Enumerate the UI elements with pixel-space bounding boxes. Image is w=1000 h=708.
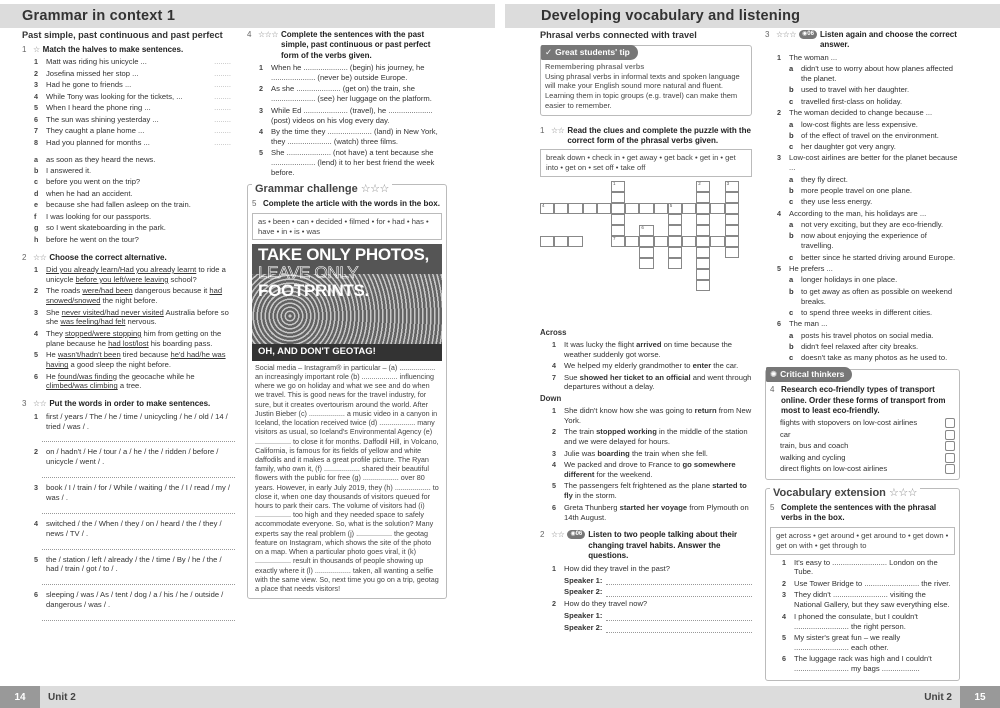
answer-option[interactable]: a didn't use to worry about how planes affected the planet. (789, 64, 954, 84)
star-icon: ☆☆ (33, 399, 47, 409)
answer-option[interactable]: a posts his travel photos on social media. (789, 330, 934, 340)
crossword-cell[interactable] (611, 214, 625, 225)
left-footer (0, 686, 500, 708)
alternative-choice[interactable]: he'd had/he was having (46, 350, 226, 370)
list-item: 4 By the time they ..................... (land) in New York, they ..................... (watch) three films. (259, 127, 438, 146)
star-icon: ☆☆ (33, 252, 47, 262)
word-box: as • been • can • decided • filmed • for • had • has • have • in • is • was (252, 213, 442, 241)
speaker-line: Speaker 1: (540, 576, 752, 586)
crossword-cell[interactable]: 7 (611, 236, 625, 247)
transport-option: car (770, 430, 955, 440)
clue-item: 4 We packed and drove to France to go somewhere different for the weekend. (552, 460, 736, 479)
answer-blank[interactable]: ........ (214, 137, 231, 147)
sentence-text: nervous. (125, 317, 157, 327)
star-icon: ☆ (33, 44, 40, 54)
critical-options (770, 418, 955, 474)
alternative-choice[interactable]: stopped/were stopping (65, 328, 142, 338)
vocab-ex-title: 5 Complete the sentences with the phrasal verbs in the box. (770, 503, 937, 523)
list-item: 5 My sister's great fun – we really .......................... each other. (782, 632, 901, 652)
order-checkbox[interactable] (945, 453, 955, 463)
check-icon: ✓ (545, 46, 553, 57)
list-item: 3 Had he gone to friends ... ........ (22, 80, 235, 90)
question-item: 5 He prefers ... (777, 263, 833, 273)
answer-option[interactable]: b to get away as often as possible on weekend breaks. (789, 286, 953, 306)
alternative-choice[interactable]: was feeling/had felt (60, 317, 126, 327)
list-item: 2 The roads were/had been dangerous because it had snowed/snowed the night before. (34, 286, 223, 306)
vocab-word-box: get across • get around • get around to • get down • get on with • get through to (770, 527, 955, 555)
list-item: 1 It's easy to .......................... London on the Tube. (782, 557, 938, 577)
ex1-answers (22, 155, 235, 245)
crossword-cell[interactable] (639, 247, 653, 258)
crossword-cell[interactable] (668, 258, 682, 269)
phrasal-title: Phrasal verbs connected with travel (540, 30, 697, 40)
answer-blank[interactable]: ........ (214, 80, 231, 90)
sentence-text: They (46, 328, 65, 338)
down-clues (540, 406, 752, 522)
crossword-cell[interactable] (710, 203, 724, 214)
left-header (0, 4, 495, 28)
crossword-cell[interactable] (696, 214, 710, 225)
rex1-title: 1 ☆☆ Read the clues and complete the puzzle with the correct form of the phrasal verbs given. (540, 125, 751, 146)
speaker-line: Speaker 2: (540, 587, 752, 597)
list-item: 5 When I heard the phone ring ... ........ (22, 103, 235, 113)
sentence-text: a tree. (117, 381, 142, 391)
crossword-cell[interactable] (696, 225, 710, 236)
ex1-items (22, 57, 235, 147)
star-icon: ☆☆☆ (776, 30, 797, 39)
list-item: 4 While Tony was looking for the tickets, ... ........ (22, 92, 235, 102)
crossword-grid (540, 181, 752, 326)
section-title: Past simple, past continuous and past perfect (22, 30, 223, 40)
sentence-text: a good sleep the night before. (68, 360, 171, 370)
list-item: 2 Use Tower Bridge to .......................... the river. (782, 578, 951, 588)
crossword-cell[interactable] (611, 203, 625, 214)
star-icon: ☆☆ (551, 125, 565, 135)
across-clues (540, 340, 752, 392)
answer-option[interactable]: b used to travel with her daughter. (789, 85, 910, 95)
q-item: 1 How did they travel in the past? (552, 563, 670, 573)
order-checkbox[interactable] (945, 464, 955, 474)
answer-option[interactable]: c travelled first-class on holiday. (789, 96, 903, 106)
crossword-cell[interactable]: 5 (668, 203, 682, 214)
left-col-2 (247, 30, 447, 599)
answer-option[interactable]: b didn't feel relaxed after city breaks. (789, 341, 919, 351)
sentence-text: She (46, 307, 62, 317)
list-item: 1 When he ..................... (begin) his journey, he ..................... (never be) outside Europe. (259, 63, 425, 83)
list-item: 8 Had you planned for months ... ........ (22, 138, 235, 148)
question-item: 6 The man ... (777, 319, 828, 329)
sentence-text: his boarding pass. (148, 338, 213, 348)
transport-option: direct flights on low-cost airlines (770, 464, 955, 474)
across-title: Across (540, 328, 567, 338)
list-item: e because she had fallen asleep on the train. (34, 200, 191, 210)
clue-item: 4 We helped my elderly grandmother to enter the car. (552, 361, 739, 371)
transport-option: flights with stopovers on low-cost airlines (770, 418, 955, 428)
question-item: 1 The woman ... (777, 52, 838, 62)
crossword-cell[interactable] (696, 236, 710, 247)
star-icon: ☆☆☆ (258, 30, 279, 39)
question-item: 3 Low-cost airlines are better for the planet because ... (777, 153, 958, 173)
answer-option[interactable]: b more people travel on one plane. (789, 186, 913, 196)
crossword-cell[interactable] (568, 203, 582, 214)
critical-tag: ✺ Critical thinkers (766, 367, 852, 382)
down-title: Down (540, 394, 562, 404)
transport-option: walking and cycling (770, 453, 955, 463)
ex4-title: 4 ☆☆☆ Complete the sentences with the past simple, past continuous or past perfect form of the verbs given. (247, 30, 431, 60)
page-number: 14 (0, 686, 40, 708)
crossword-cell[interactable] (611, 192, 625, 203)
clue-item: 5 The passengers felt frightened as the plane started to fly in the storm. (552, 481, 747, 501)
answer-option[interactable]: b of the effect of travel on the environment. (789, 130, 939, 140)
crossword-cell[interactable] (554, 236, 568, 247)
ex5-title: 5 Complete the article with the words in the box. (252, 199, 440, 209)
sentence-text: He (46, 350, 58, 360)
ex3-items (22, 412, 235, 621)
question-item: 2 The woman decided to change because ... (777, 108, 933, 118)
sentence-text: school? (168, 274, 197, 284)
answer-option[interactable]: c to spend three weeks in different cities. (789, 307, 933, 317)
crossword-cell[interactable] (682, 236, 696, 247)
answer-blank[interactable]: ........ (214, 68, 231, 78)
vocab-items (770, 558, 955, 674)
answer-option[interactable]: c they use less energy. (789, 197, 873, 207)
page-number: 15 (960, 686, 1000, 708)
answer-option[interactable]: c doesn't take as many photos as he used to. (789, 353, 948, 363)
alternative-choice[interactable]: had lost/lost (108, 338, 149, 348)
answer-blank[interactable]: ........ (214, 57, 231, 67)
answer-blank[interactable]: ........ (214, 91, 231, 101)
alternative-choice[interactable]: never visited/had never visited (61, 307, 164, 317)
grammar-challenge-title: Grammar challenge ☆☆☆ (252, 182, 392, 196)
ex1-title: 1 ☆ Match the halves to make sentences. (22, 44, 184, 54)
crossword-cell[interactable] (611, 225, 625, 236)
unit-label: Unit 2 (924, 691, 952, 703)
list-item: 5 the / station / left / already / the / time / By / he / the / had / train / got / to / . (34, 554, 222, 574)
grammar-challenge-box (247, 184, 447, 599)
list-item: 6 The luggage rack was high and I couldn't .......................... my bags .................. (782, 654, 932, 674)
sentence-text: dangerous because it (132, 286, 210, 296)
list-item: 4 I phoned the consulate, but I couldn't .......................... the right person. (782, 611, 918, 631)
crossword-cell[interactable] (710, 236, 724, 247)
right-page (500, 0, 1000, 708)
transport-option: train, bus and coach (770, 441, 955, 451)
poster-image (252, 244, 442, 344)
vocab-title: Vocabulary extension ☆☆☆ (770, 486, 920, 500)
list-item: 1 first / years / The / he / time / unicycling / he / old / 14 / tried / was / . (34, 411, 228, 431)
crossword-cell[interactable] (696, 203, 710, 214)
alternative-choice[interactable]: found/was finding (57, 371, 117, 381)
sentence-text: Australia before so she (46, 307, 229, 327)
speaker-line: Speaker 1: (540, 611, 752, 621)
crossword-cell[interactable] (654, 203, 668, 214)
critical-title: 4 Research eco-friendly types of transport online. Order these forms of transport from most to least eco-friendly. (770, 385, 946, 415)
answer-field[interactable] (606, 587, 752, 597)
crossword-cell[interactable] (696, 280, 710, 291)
crossword-cell[interactable] (696, 192, 710, 203)
right-footer (500, 686, 1000, 708)
alternative-choice[interactable]: Did you already learn/Had you already learnt (46, 264, 197, 274)
list-item: a as soon as they heard the news. (34, 154, 156, 164)
crossword-cell[interactable] (696, 247, 710, 258)
tip-box (540, 45, 752, 116)
answer-line[interactable] (42, 433, 235, 442)
crossword-cell[interactable] (668, 247, 682, 258)
list-item: 3 While Ed ..................... (travel), he ..................... (post) videos on his vlog every day. (259, 105, 433, 125)
answer-blank[interactable]: ........ (214, 114, 231, 124)
crossword-cell[interactable]: 6 (639, 225, 653, 236)
list-item: 2 Josefina missed her stop ... ........ (22, 69, 235, 79)
alternative-choice[interactable]: climbed/was climbing (46, 381, 118, 391)
audio-icon[interactable]: ◉ 06 (799, 30, 817, 39)
list-item: 2 As she ..................... (get on) the train, she ..................... (see) her luggage on the platform. (259, 84, 432, 104)
ex3-title: 3 ☆☆ Put the words in order to make sentences. (22, 399, 211, 409)
crossword-cell[interactable] (725, 225, 739, 236)
critical-box (765, 369, 960, 480)
answer-option[interactable]: a low-cost flights are less expensive. (789, 119, 918, 129)
clue-item: 1 She didn't know how she was going to return from New York. (552, 406, 752, 425)
speaker-line: Speaker 2: (540, 623, 752, 633)
clue-item: 6 Greta Thunberg started her voyage from Plymouth on 14th August. (552, 502, 749, 522)
crossword-cell[interactable] (568, 236, 582, 247)
list-item: 7 They caught a plane home ... ........ (22, 126, 235, 136)
right-col-1 (540, 30, 752, 635)
answer-option[interactable]: c her daughter got very angry. (789, 142, 896, 151)
list-item: 5 He wasn't/hadn't been tired because he'd had/he was having a good sleep the night before. (34, 350, 226, 370)
alternative-choice[interactable]: before you left/were leaving (75, 274, 169, 284)
crossword-cell[interactable] (725, 236, 739, 247)
crossword-cell[interactable] (668, 225, 682, 236)
crossword-cell[interactable] (597, 203, 611, 214)
answer-blank[interactable]: ........ (214, 126, 231, 136)
list-item: 1 Did you already learn/Had you already learnt to ride a unicycle before you left/were leaving school? (34, 264, 226, 284)
list-item: c before you went on the trip? (34, 177, 141, 187)
list-item: 2 on / hadn't / He / tour / a / he / the / ridden / before / unicycle / went / . (34, 447, 219, 467)
star-icon: ☆☆☆ (888, 486, 918, 499)
crossword-cell[interactable] (682, 203, 696, 214)
tip-tag: ✓ Great students' tip (541, 45, 638, 60)
sentence-text: The roads (46, 286, 83, 296)
crossword-cell[interactable] (668, 214, 682, 225)
ex2-items (22, 265, 235, 391)
answer-option[interactable]: a not very exciting, but they are eco-friendly. (789, 220, 944, 230)
crossword-cell[interactable]: 3 (725, 181, 739, 192)
sentence-text: the geocache while he (116, 371, 195, 381)
answer-line[interactable] (42, 576, 235, 585)
poster-title: TAKE ONLY PHOTOS, LEAVE ONLY FOOTPRINTS. (258, 245, 429, 301)
list-item: 6 sleeping / was / As / tent / dog / a / his / he / outside / dangerous / was / . (34, 590, 224, 610)
clue-item: 7 Sue showed her ticket to an official and went through departures without a delay. (552, 372, 752, 392)
right-col-2 (765, 30, 960, 681)
list-item: 4 They stopped/were stopping him from getting on the plane because he had lost/lost his boarding pass. (34, 328, 222, 348)
right-header-title: Developing vocabulary and listening (541, 7, 801, 24)
unit-label: Unit 2 (48, 691, 76, 703)
crossword-cell[interactable] (696, 269, 710, 280)
answer-line[interactable] (42, 469, 235, 478)
rex3-title: 3 ☆☆☆ ◉ 06 Listen again and choose the correct answer. (765, 30, 957, 50)
answer-field[interactable] (606, 576, 752, 586)
clue-item: 2 The train stopped working in the middle of the station and we were delayed for hours. (552, 427, 748, 447)
list-item: 6 The sun was shining yesterday ... ........ (22, 115, 235, 125)
list-item: d when he had an accident. (34, 188, 133, 198)
list-item: 3 book / I / train / for / While / waiting / the / I / read / my / was / . (34, 483, 231, 502)
audio-icon[interactable]: ◉ 06 (567, 530, 585, 539)
crossword-cell[interactable] (639, 258, 653, 269)
crossword-cell[interactable] (696, 258, 710, 269)
crossword-cell[interactable] (725, 214, 739, 225)
left-header-title: Grammar in context 1 (22, 7, 176, 24)
crossword-cell[interactable] (554, 203, 568, 214)
sentence-text: the night before. (100, 296, 158, 306)
crossword-cell[interactable] (725, 247, 739, 258)
sentence-text: to ride a unicycle (46, 264, 226, 284)
list-item: 4 switched / the / When / they / on / heard / the / they / news / TV / . (34, 518, 222, 538)
left-col-1 (22, 30, 235, 626)
alternative-choice[interactable]: wasn't/hadn't been (57, 350, 121, 360)
clue-item: 1 It was lucky the flight arrived on time because the weather suddenly got worse. (552, 339, 733, 359)
alternative-choice[interactable]: were/had been (82, 286, 133, 296)
crossword-cell[interactable] (725, 192, 739, 203)
list-item: 1 Matt was riding his unicycle ... ........ (22, 57, 235, 67)
crossword-cell[interactable]: 1 (611, 181, 625, 192)
list-item: b I answered it. (34, 166, 92, 176)
answer-option[interactable]: a they fly direct. (789, 174, 848, 184)
rex2-title: 2 ☆☆ ◉ 06 Listen to two people talking about their changing travel habits. Answer the questions. (540, 530, 738, 561)
clue-item: 3 Julie was boarding the train when she fell. (552, 448, 708, 458)
answer-option[interactable]: a longer holidays in one place. (789, 275, 898, 285)
crossword-cell[interactable] (583, 203, 597, 214)
vocab-box (765, 488, 960, 681)
answer-line[interactable] (42, 541, 235, 550)
article-text: Social media – Instagram® in particular – (a) .................. an increasingly important role (b) .................. influencing where we go on holiday and what we see and do when we travel. This is good news for the travel industry, for sure, but it creates overtourism around the world. After Justin Bieber (c) .................. a music video in a canyon in Iceland, the location received twice (d) .................. many visitors as usual, so Iceland's Environmental Agency (e) .................. to close it for months. Daffodil Hill, in Volcano, California, is famous for its fields of yellow and white daffodils and it makes a great profile picture. The Ryan family, who own it, (f) .................. shared their beautiful flowers with the public for free (g) .................. over 80 years. However, in early July 2019, they (h) .................. to close it, when one day thousands of visitors queued for hours to park their cars. The volume of visitors had (i) .................. too high and they needed space to safely accommodate everyone. So, what is the solution? Many experts say the real problem (j) .................. the geotag feature on Instagram, which shows the site of the photo on a map. When a particular photo goes viral, it (k) .................. result in thousands of people showing up exactly where it (l) .................. taken, all wanting a selfie with the same view. So, next time you go on a trip, geotag a place that needs visitors! (255, 362, 439, 593)
crossword-cell[interactable] (625, 203, 639, 214)
list-item: g so I went skateboarding in the park. (34, 223, 166, 233)
list-item: 6 He found/was finding the geocache while he climbed/was climbing a tree. (34, 371, 195, 391)
list-item: f I was looking for our passports. (34, 211, 152, 221)
right-header (505, 4, 1000, 28)
crossword-cell[interactable] (654, 236, 668, 247)
answer-field[interactable] (606, 611, 752, 621)
crossword-cell[interactable] (625, 236, 639, 247)
star-icon: ☆☆ (551, 530, 565, 540)
crossword-cell[interactable] (639, 203, 653, 214)
answer-field[interactable] (606, 623, 752, 633)
crossword-cell[interactable]: 2 (696, 181, 710, 192)
list-item: 3 They didn't .......................... visiting the National Gallery, but they saw everything else. (782, 590, 950, 610)
ex2-title: 2 ☆☆ Choose the correct alternative. (22, 252, 167, 262)
lightbulb-icon: ✺ (770, 369, 778, 380)
crossword-cell[interactable] (639, 236, 653, 247)
phrasal-word-box: break down • check in • get away • get back • get in • get into • get on • set off • take off (540, 149, 752, 177)
list-item: 3 She never visited/had never visited Australia before so she was feeling/had felt nervous. (34, 307, 229, 327)
rex3-items (765, 53, 960, 363)
crossword-cell[interactable] (668, 236, 682, 247)
crossword-cell[interactable]: 4 (540, 203, 554, 214)
answer-option[interactable]: b now about enjoying the experience of travelling. (789, 231, 927, 251)
crossword-cell[interactable] (540, 236, 554, 247)
q-item: 2 How do they travel now? (552, 599, 648, 609)
order-checkbox[interactable] (945, 418, 955, 428)
star-icon: ☆☆☆ (360, 183, 389, 195)
sentence-text: tired because (120, 350, 171, 360)
answer-blank[interactable]: ........ (214, 103, 231, 113)
order-checkbox[interactable] (945, 430, 955, 440)
order-checkbox[interactable] (945, 441, 955, 451)
poster-strip: OH, AND DON'T GEOTAG! (252, 344, 442, 360)
answer-line[interactable] (42, 505, 235, 514)
answer-line[interactable] (42, 612, 235, 621)
answer-option[interactable]: c better since he started driving around Europe. (789, 252, 956, 262)
question-item: 4 According to the man, his holidays are ... (777, 208, 927, 218)
sentence-text: He (46, 371, 58, 381)
ex4-items (247, 63, 447, 178)
sentence-text: him from getting on the plane because he (46, 328, 222, 348)
alternative-choice[interactable]: had snowed/snowed (46, 286, 223, 306)
list-item: h before he went on the tour? (34, 234, 139, 244)
crossword-cell[interactable] (725, 203, 739, 214)
tip-text: Using phrasal verbs in informal texts and spoken language will make your English sound more natural and fluent. Learning them in topic groups (e.g. travel) can make them easier to remember. (545, 71, 740, 110)
tip-title: Remembering phrasal verbs (545, 62, 645, 71)
list-item: 5 She ..................... (not have) a tent because she ..................... (lend) it to her best friend the week before. (259, 148, 435, 178)
